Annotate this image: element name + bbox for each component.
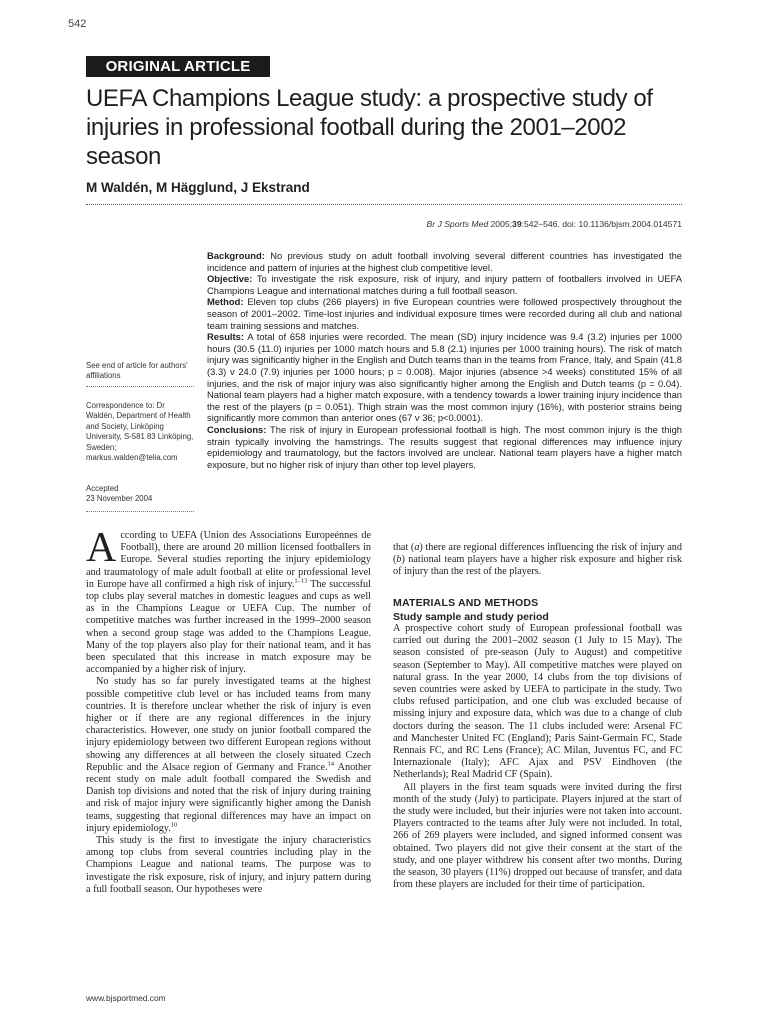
article-title: UEFA Champions League study: a prospective study of injuries in professional football during the 2001–2002 season (86, 85, 653, 170)
affiliations-note: See end of article for authors' affiliations (86, 361, 188, 381)
subsection-heading: Study sample and study period (393, 610, 549, 623)
abstract-label: Results: (207, 331, 244, 343)
abstract-objective: Objective: To investigate the risk exposure, risk of injury, and injury pattern of footballers involved in UEFA Champions League and international matches during a full football season. (207, 273, 682, 296)
accepted-label: Accepted (86, 484, 119, 493)
abstract (207, 250, 682, 470)
reference-superscript: 10 (170, 821, 178, 829)
abstract-label: Conclusions: (207, 423, 267, 435)
citation-year: 2005; (490, 219, 513, 229)
abstract-conclusions: Conclusions: The risk of injury in European professional football is high. The most common injury is the thigh strain typically involving the hamstrings. The results suggest that regional differences may influence injury epidemiology and traumatology, but the factors involved are unclear. National team players have a higher match exposure, but no higher risk of injury than other top level players. (207, 423, 682, 470)
body-paragraph: that (a) there are regional differences influencing the risk of injury and (b) national team players have a higher risk exposure and higher risk of injury than the rest of the players. (393, 542, 682, 578)
abstract-label: Background: (207, 250, 265, 261)
abstract-background: Background: No previous study on adult football involving several different countries has investigated the incidence and pattern of injuries at the highest club competitive level. (207, 250, 682, 273)
journal-name: Br J Sports Med (426, 219, 489, 229)
body-column-right (393, 542, 682, 891)
abstract-results: Results: A total of 658 injuries were recorded. The mean (SD) injury incidence was 9.4 (3.2) injuries per 1000 hours (30.5 (11.0) injuries per 1000 match hours and 5.8 (2.1) injuries per 1000 training hours). The risk of match injury was significantly higher in the English and Dutch teams than in the teams from France, Italy, and Spain (41.8 (3.3) v 24.0 (7.9) injuries per 1000 hours; p = 0.008). Major injuries (absence >4 weeks) constituted 15% of all injuries, and the risk of major injury was also significantly higher among the English and Dutch teams (p = 0.04). National team players had a higher match exposure, with a tendency towards a lower training injury incidence than the rest of the players (p = 0.051). Thigh strain was the most common injury (16%), with posterior strains being significantly more common than anterior ones (67 v 36; p<0.0001). (207, 331, 682, 424)
accepted-note (86, 484, 194, 505)
citation-volume: 39 (512, 219, 522, 229)
body-paragraph: All players in the first team squads were invited during the first month of the study (July) to participate. Players injured at the start of the study were included, but their injuries were not taken into account. Players contracted to the teams after July were not included. In total, 266 of 269 players were included, and signed informed consent was obtained. Two players did not give their consent at the start of the study, and one player withdrew his consent after two months. During the season, 30 players (11%) dropped out because of transfer, and data from these players are included for their time of participation. (393, 781, 682, 891)
citation-pages-doi: :542–546. doi: 10.1136/bjsm.2004.014571 (521, 219, 682, 229)
sidebar-divider (86, 386, 194, 387)
body-paragraph: According to UEFA (Union des Associations Europeénnes de Football), there are around 20 million licensed footballers in Europe. Several studies reporting the injury epidemiology and traumatology of male adult football at elite or professional level in Europe have all confirmed a high risk of injury.$^{1-13}$ The successful top clubs play several matches in domestic leagues and cups as well as in the Champions League or UEFA Cup. The number of competitive matches was further increased in the 1999–2000 season when a second group stage was added to the Champions League. Many of the top players also play for their national team, and it has been speculated that this increase in match exposure may be accompanied by a higher risk of injury. (86, 525, 371, 676)
footer-url: www.bjsportmed.com (86, 993, 166, 1003)
reference-superscript: 14 (327, 760, 335, 768)
sidebar-divider (86, 511, 194, 512)
header-divider (86, 204, 682, 205)
drop-cap: A (86, 525, 117, 571)
journal-citation (395, 219, 682, 229)
accepted-date: 23 November 2004 (86, 494, 153, 504)
body-paragraph: A prospective cohort study of European professional football was carried out during the 2001–2002 season (1 July to 15 May). The season consisted of pre-season (July to August) and competitive season (September to May). All competitive matches were played on natural grass. In the year 2000, 14 clubs from the top divisions of seven countries were asked by UEFA to participate in the study. Two clubs refused participation, and one club was excluded because of missing injury and exposure data, which was due to a change of club doctors during the season. The 11 clubs included were: Arsenal FC and Manchester United FC (England); Paris Saint-Germain FC, Stade Rennais FC, and RC Lens (France); AC Milan, Juventus FC, and FC Internazionale (Italy); AFC Ajax and PSV Eindhoven (the Netherlands); Real Madrid CF (Spain). (393, 623, 682, 781)
body-paragraph: This study is the first to investigate the injury characteristics among top clubs from several countries including play in the Champions League and national teams. The purpose was to investigate the risk exposure, risk of injury, and injury pattern during a full football season. Our hypotheses were (86, 835, 371, 895)
article-type-badge: ORIGINAL ARTICLE (86, 56, 270, 77)
section-heading: MATERIALS AND METHODS (393, 596, 539, 609)
page-number: 542 (68, 18, 87, 30)
abstract-method: Method: Eleven top clubs (266 players) in five European countries were followed prospectively throughout the season of 2001–2002. Time-lost injuries and individual exposure times were recorded during all club and national team training sessions and matches. (207, 296, 682, 331)
correspondence-note: Correspondence to: Dr Waldén, Department of Health and Society, Linköping University, S-581 83 Linköping, Sweden; markus.walden@telia.com (86, 401, 194, 463)
author-list: M Waldén, M Hägglund, J Ekstrand (86, 180, 310, 195)
abstract-label: Method: (207, 296, 244, 308)
body-paragraph: No study has so far purely investigated teams at the highest possible competitive club level or has included teams from many countries. It is therefore unclear whether the risk of injury is even higher or if there are any regional differences in the injury characteristics. However, one study on junior football compared the injury epidemiology between two different European regions without showing any differences at all between the closely situated Czech Republic and the Alsace region of Germany and France.$^{14}$ Another recent study on male adult football compared the Swedish and Danish top divisions and noted that the risk of injury during training and risk of major injury were significantly higher among the Danish teams, suggesting that regional differences may have an impact on injury epidemiology.$^{10}$ (86, 676, 371, 834)
abstract-label: Objective: (207, 273, 253, 285)
body-column-left (86, 525, 371, 896)
reference-superscript: 1–13 (294, 577, 308, 585)
